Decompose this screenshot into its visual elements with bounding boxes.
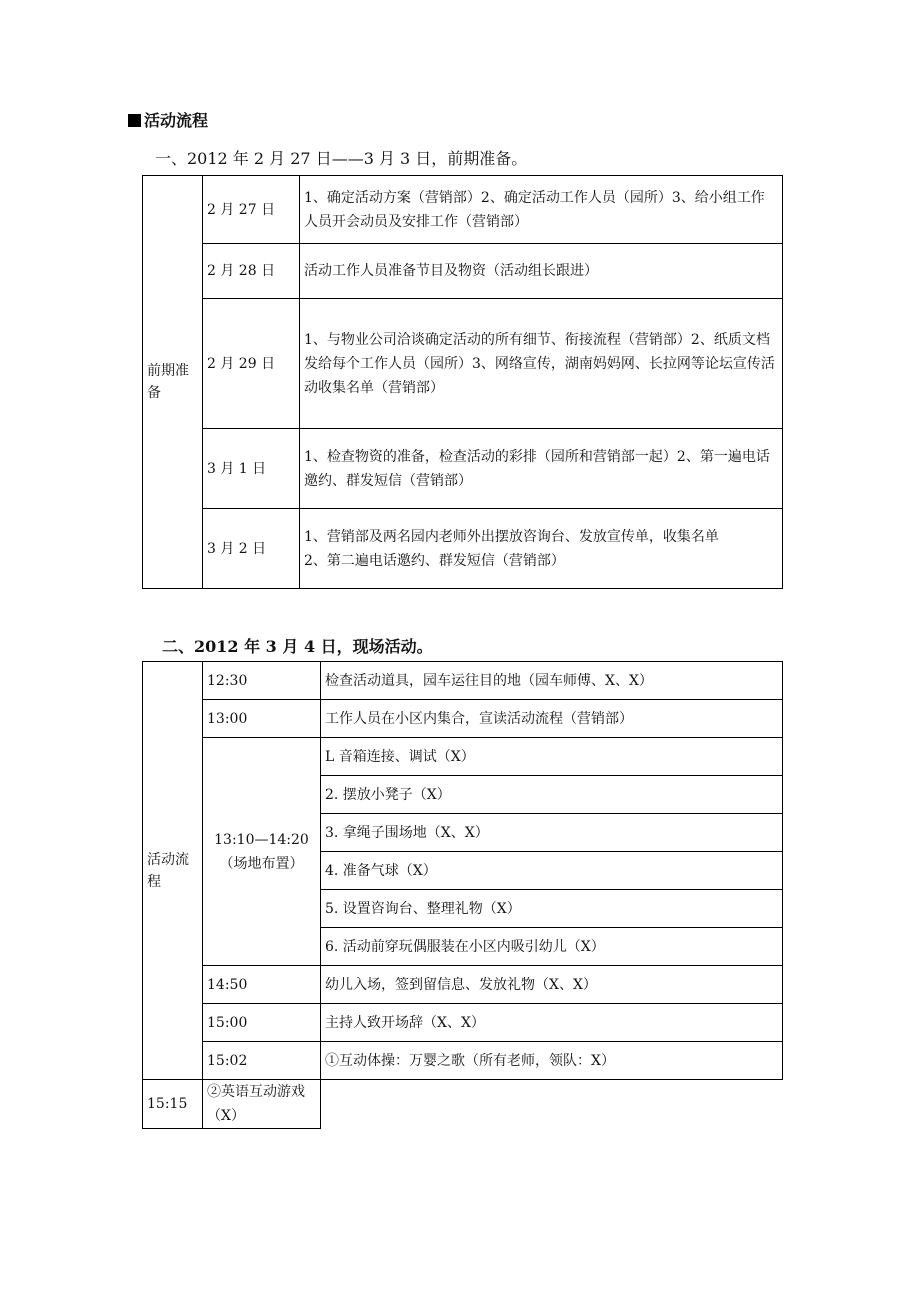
- table-row: [143, 1042, 783, 1080]
- table-row: [143, 966, 783, 1004]
- activity-cell: 6. 活动前穿玩偶服装在小区内吸引幼儿（X）: [321, 928, 783, 966]
- task-cell: 1、与物业公司洽谈确定活动的所有细节、衔接流程（营销部）2、纸质文档发给每个工作人员（园所）3、网络宣传，湖南妈妈网、长拉网等论坛宣传活动收集名单（营销部）: [300, 299, 783, 429]
- task-cell: 活动工作人员准备节目及物资（活动组长跟进）: [300, 244, 783, 299]
- phase2-heading: 二、2012 年 3 月 4 日，现场活动。: [162, 637, 433, 656]
- event-schedule-table: [142, 661, 783, 1129]
- table-row: [143, 509, 783, 589]
- prep-group-label: 前期准备: [143, 176, 203, 589]
- table-row: [143, 1004, 783, 1042]
- activity-cell: 2. 摆放小凳子（X）: [321, 776, 783, 814]
- section-title-text: 活动流程: [144, 111, 209, 130]
- task-line: 1、营销部及两名园内老师外出摆放咨询台、发放宣传单，收集名单: [304, 528, 719, 545]
- square-bullet-icon: [128, 114, 141, 127]
- time-range: 13:10—14:20: [214, 831, 309, 848]
- activity-cell: ①互动体操：万婴之歌（所有老师，领队：X）: [321, 1042, 783, 1080]
- date-cell: 3 月 1 日: [203, 429, 300, 509]
- task-cell: 1、检查物资的准备，检查活动的彩排（园所和营销部一起）2、第一遍电话邀约、群发短信（营销部）: [300, 429, 783, 509]
- table-row: [143, 662, 783, 700]
- task-line: 2、第二遍电话邀约、群发短信（营销部）: [304, 552, 565, 569]
- activity-cell: ②英语互动游戏（X）: [203, 1080, 321, 1129]
- table-row: [143, 429, 783, 509]
- time-cell: 13:00: [203, 700, 321, 738]
- date-cell: 3 月 2 日: [203, 509, 300, 589]
- table-row: [143, 1080, 783, 1129]
- task-cell: [300, 509, 783, 589]
- date-cell: 2 月 28 日: [203, 244, 300, 299]
- time-cell: [203, 738, 321, 966]
- activity-cell: L 音箱连接、调试（X）: [321, 738, 783, 776]
- time-cell: 15:00: [203, 1004, 321, 1042]
- activity-cell: 检查活动道具，园车运往目的地（园车师傅、X、X）: [321, 662, 783, 700]
- event-group-label: 活动流程: [143, 662, 203, 1080]
- time-cell: 15:02: [203, 1042, 321, 1080]
- table-row: [143, 700, 783, 738]
- date-cell: 2 月 27 日: [203, 176, 300, 244]
- time-cell: 15:15: [143, 1080, 203, 1129]
- activity-cell: 幼儿入场，签到留信息、发放礼物（X、X）: [321, 966, 783, 1004]
- phase1-heading: 一、2012 年 2 月 27 日——3 月 3 日，前期准备。: [155, 149, 528, 168]
- task-cell: 1、确定活动方案（营销部）2、确定活动工作人员（园所）3、给小组工作人员开会动员及安排工作（营销部）: [300, 176, 783, 244]
- activity-cell: 3. 拿绳子围场地（X、X）: [321, 814, 783, 852]
- table-row: [143, 299, 783, 429]
- table-row: [143, 244, 783, 299]
- activity-cell: 主持人致开场辞（X、X）: [321, 1004, 783, 1042]
- time-cell: 14:50: [203, 966, 321, 1004]
- section-title: [128, 108, 208, 131]
- table-row: [143, 176, 783, 244]
- time-cell: 12:30: [203, 662, 321, 700]
- table-row: [143, 738, 783, 776]
- prep-schedule-table: [142, 175, 783, 589]
- date-cell: 2 月 29 日: [203, 299, 300, 429]
- time-note: （场地布置）: [219, 855, 304, 872]
- activity-cell: 4. 准备气球（X）: [321, 852, 783, 890]
- activity-cell: 工作人员在小区内集合，宣读活动流程（营销部）: [321, 700, 783, 738]
- activity-cell: 5. 设置咨询台、整理礼物（X）: [321, 890, 783, 928]
